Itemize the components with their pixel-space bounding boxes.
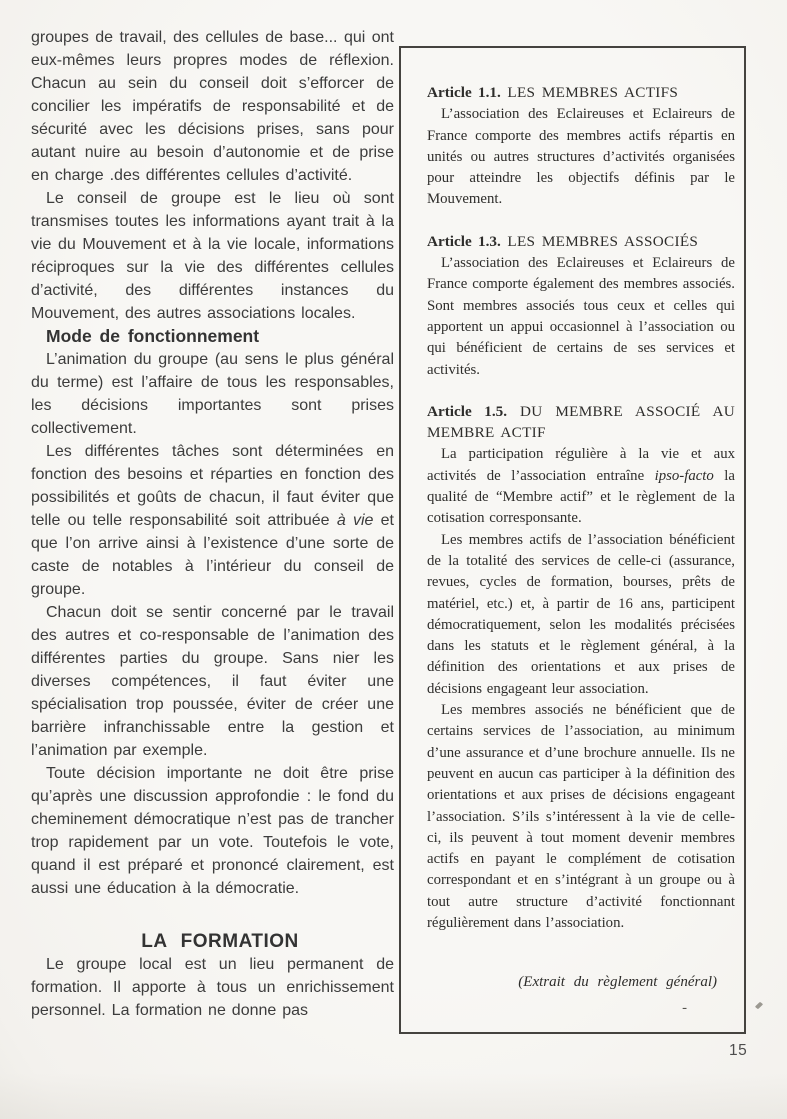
source-note: (Extrait du règlement général): [518, 974, 717, 991]
dash-mark: -: [682, 999, 687, 1016]
article-1-1: [427, 82, 735, 211]
article-label: Article 1.3.: [427, 232, 501, 250]
article-title: LES MEMBRES ACTIFS: [507, 84, 679, 101]
article-body: Les membres actifs de l’association bénéficient de la totalité des services de celle-ci (assurance, revues, cycles de formation, bourses, prêts de matériel, etc.) et, à partir de 16 ans, participent démocratiquement, selon les modalités précisées dans les statuts et le règlement général, à la définition des orientations et aux prises de décisions engageant leur association.: [427, 531, 735, 697]
paragraph: Le conseil de groupe est le lieu où sont transmises toutes les informations ayant trait à la vie du Mouvement et à la vie locale, informations réciproques sur la vie des différentes cellules d’activité, des différentes instances du Mouvement, des autres associations locales.: [31, 190, 394, 322]
article-title: LES MEMBRES ASSOCIÉS: [507, 232, 699, 250]
paragraph: groupes de travail, des cellules de base... qui ont eux-mêmes leurs propres modes de réflexion. Chacun au sein du conseil doit s’efforcer de concilier les impératifs de responsabilité et de sécurité avec les décisions prises, sans pour autant nuire au besoin d’autonomie et de prise en charge .des différentes cellules d’activité.: [31, 29, 394, 184]
article-label: Article 1.5.: [427, 402, 508, 420]
italic-phrase: ipso-facto: [654, 467, 714, 484]
article-body: Les membres associés ne bénéficient que de certains services de l’association, au minimum d’une assurance et d’une brochure annuelle. Ils ne peuvent en aucun cas participer à la définition des orientations et aux prises de décisions engageant l’association. S’ils s’intéressent à la vie de celle-ci, ils peuvent à tout moment devenir membres actifs en payant le complément de cotisation correspondant et en s’intégrant à un groupe ou à tout autre structure d’activité fonctionnant régulièrement dans l’association.: [427, 702, 735, 931]
article-body: L’association des Eclaireuses et Eclaireurs de France comporte des membres actifs répartis en unités ou autres structures d’activités organisées pour atteindre les objectifs définis par le Mouvement.: [427, 106, 735, 208]
paragraph: Le groupe local est un lieu permanent de formation. Il apporte à tous un enrichissement personnel. La formation ne donne pas: [31, 956, 394, 1019]
article-1-5: [427, 401, 735, 934]
left-column: [31, 26, 394, 900]
paragraph-text: la qualité de “Membre actif” et le règlement de la cotisation corresponsante.: [427, 467, 735, 527]
article-heading: [427, 231, 735, 252]
chapter-heading: LA FORMATION: [141, 931, 299, 952]
article-1-3: [427, 231, 735, 381]
formation-section: [31, 930, 394, 1022]
paragraph: [31, 440, 394, 601]
print-speck: [755, 1002, 763, 1009]
article-body: L’association des Eclaireuses et Eclaireurs de France comporte également des membres associés. Sont membres associés tous ceux et celles qui apportent un appui occasionnel à l’association ou qui bénéficient de certains de ses services et activités.: [427, 255, 735, 378]
paragraph: Toute décision importante ne doit être prise qu’après une discussion approfondie : le fond du cheminement démocratique n’est pas de trancher trop rapidement par un vote. Toutefois le vote, quand il est préparé et prononcé clairement, est aussi une éducation à la démocratie.: [31, 765, 394, 897]
paragraph: L’animation du groupe (au sens le plus général du terme) est l’affaire de tous les responsables, les décisions importantes sont prises collectivement.: [31, 351, 394, 437]
paragraph-text: et que l’on arrive ainsi à l’existence d’une sorte de caste de notables à l’intérieur du conseil de groupe.: [31, 512, 395, 598]
paragraph-text: Les différentes tâches sont déterminées en fonction des besoins et réparties en fonction des possibilités et goûts de chacun, il faut éviter que telle ou telle responsabilité soit attribuée: [31, 443, 394, 529]
paragraph-text: La participation régulière à la vie et aux activités de l’association entraîne: [427, 446, 735, 484]
paragraph: Chacun doit se sentir concerné par le travail des autres et co-responsable de l’animation des différentes parties du groupe. Sans nier les diverses compétences, il faut éviter une spécialisation trop poussée, éviter de créer une barrière infranchissable entre la gestion et l’animation par exemple.: [31, 604, 394, 759]
article-label: Article 1.1.: [427, 84, 501, 101]
page-number: 15: [729, 1042, 748, 1059]
article-body: [427, 444, 735, 529]
regulation-box: [399, 46, 746, 1034]
italic-phrase: à vie: [336, 512, 374, 529]
article-heading: [427, 401, 735, 444]
section-heading: Mode de fonctionnement: [46, 326, 260, 346]
article-title: DU MEMBRE ASSOCIÉ AU MEMBRE ACTIF: [427, 402, 736, 442]
article-heading: [427, 82, 735, 103]
